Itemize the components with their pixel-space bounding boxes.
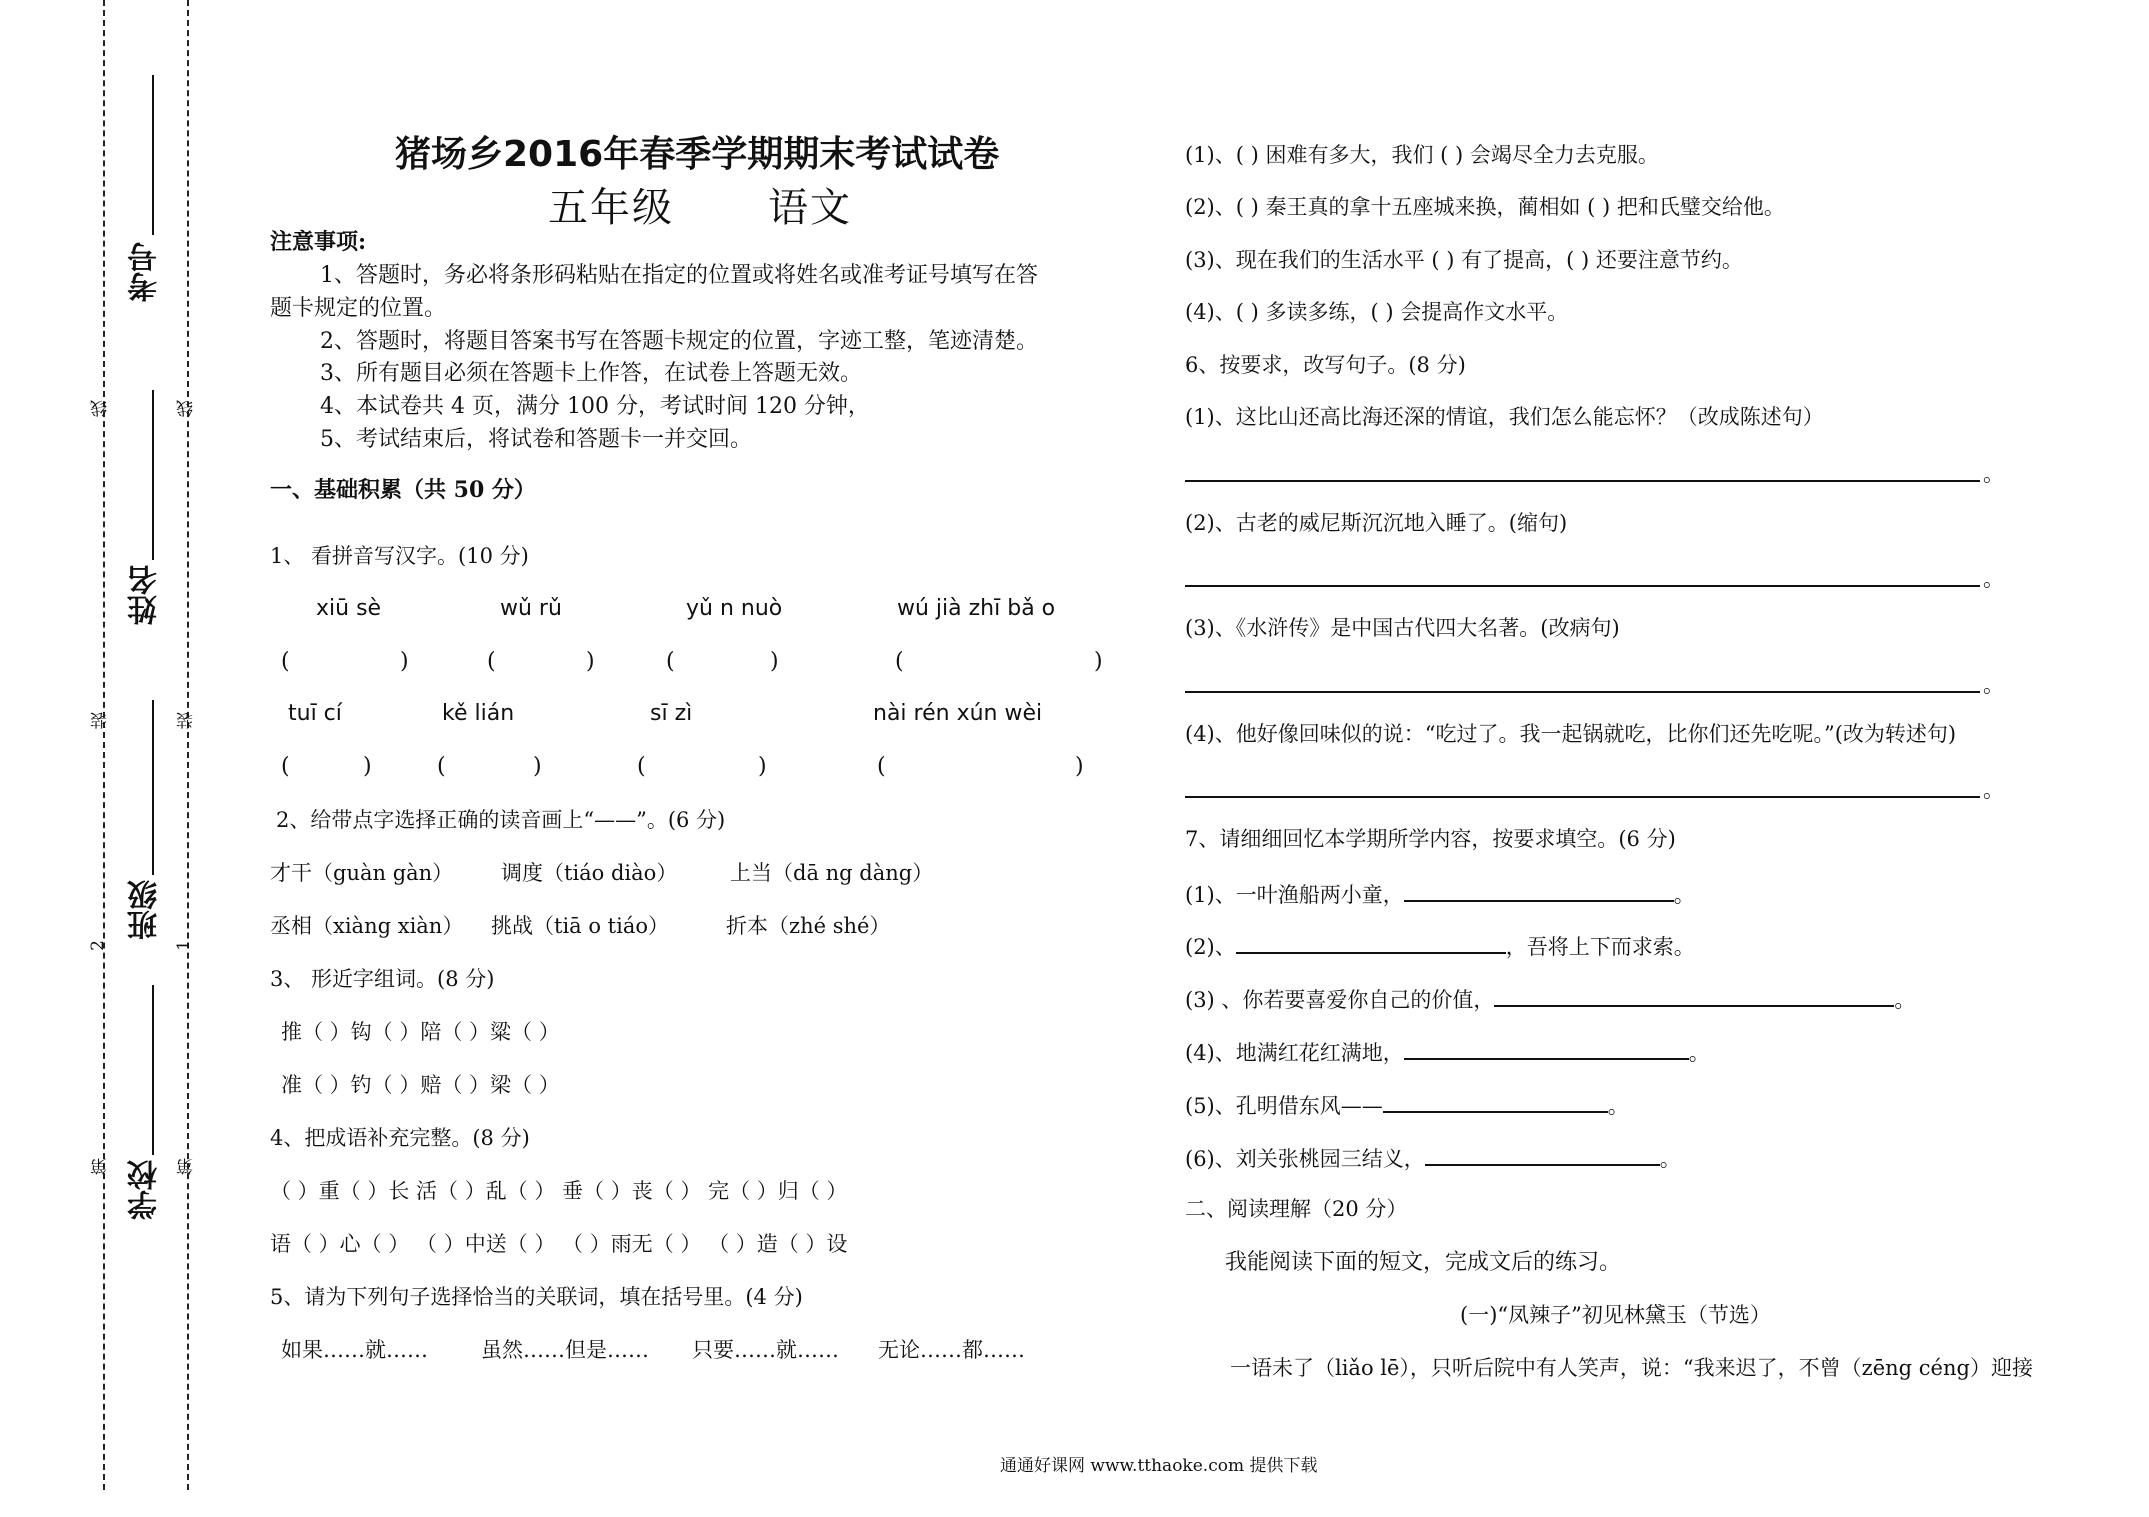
idiom-row: （ ）重（ ）长 活（ ）乱（ ） 垂（ ）丧（ ） 完（ ）归（ ）	[270, 1179, 848, 1203]
question-label: 1、 看拼音写汉字。(10 分)	[270, 544, 529, 568]
rewrite-item: (3)、《水浒传》是中国古代四大名著。(改病句)	[1185, 616, 1620, 640]
fill-blank-item	[1185, 1089, 1629, 1120]
conjunction-sentence: (1)、( ) 困难有多大，我们 ( ) 会竭尽全力去克服。	[1185, 143, 1659, 167]
exam-number-label: 考号	[128, 242, 163, 302]
fill-blank-prefix: (2)、	[1185, 935, 1236, 959]
fill-blank-line[interactable]	[1236, 930, 1506, 954]
outer-mark-zhuang: 装	[91, 712, 111, 729]
conjunction-sentence: (2)、( ) 秦王真的拿十五座城来换，蔺相如 ( ) 把和氏璧交给他。	[1185, 195, 1785, 219]
fill-blank-line[interactable]	[1494, 983, 1894, 1007]
rewrite-item: (2)、古老的威尼斯沉沉地入睡了。(缩句)	[1185, 511, 1568, 535]
outer-mark-2: 2	[88, 940, 108, 951]
pinyin-item: wǔ rǔ	[500, 596, 562, 621]
outer-mark-xian: 线	[91, 400, 111, 417]
answer-paren-open: (	[281, 754, 290, 779]
fill-blank-prefix: (6)、刘关张桃园三结义，	[1185, 1147, 1425, 1171]
answer-paren-close: )	[586, 649, 595, 674]
answer-line[interactable]	[1185, 691, 1980, 693]
answer-paren-close: )	[1075, 754, 1084, 779]
answer-paren-open: (	[877, 754, 886, 779]
answer-paren-close: )	[1094, 649, 1103, 674]
rewrite-item: (1)、这比山还高比海还深的情谊，我们怎么能忘怀？（改成陈述句）	[1185, 405, 1824, 429]
answer-line-end: 。	[1983, 462, 2004, 486]
name-label: 姓名	[128, 565, 163, 625]
pronunciation-item: 才干（guàn gàn）	[270, 861, 454, 885]
school-label: 学校	[128, 1160, 163, 1220]
inner-mark-1: 1	[174, 940, 194, 951]
reading-intro: 我能阅读下面的短文，完成文后的练习。	[1225, 1250, 1622, 1275]
pronunciation-item: 调度（tiáo diào）	[501, 861, 678, 885]
inner-mark-xian: 线	[177, 400, 197, 417]
question-label: 5、请为下列句子选择恰当的关联词，填在括号里。(4 分)	[270, 1285, 803, 1309]
fill-blank-item	[1185, 878, 1695, 909]
notice-item: 2、答题时，将题目答案书写在答题卡规定的位置，字迹工整，笔迹清楚。	[320, 329, 1038, 354]
section-heading: 二、阅读理解（20 分）	[1185, 1197, 1408, 1221]
inner-mark-di: 第	[177, 1158, 197, 1175]
pronunciation-item: 丞相（xiàng xiàn）	[270, 914, 464, 938]
fill-blank-prefix: (1)、一叶渔船两小童，	[1185, 883, 1404, 907]
fill-blank-suffix: ，吾将上下而求索。	[1505, 935, 1695, 959]
subject-label: 语文	[768, 185, 852, 231]
fill-blank-suffix: 。	[1673, 883, 1695, 907]
answer-line-end: 。	[1983, 673, 2004, 697]
answer-line-end: 。	[1983, 778, 2004, 802]
similar-char-row: 准（ ）钓（ ）赔（ ）梁（ ）	[281, 1073, 560, 1097]
fill-blank-line[interactable]	[1425, 1142, 1660, 1166]
fill-blank-suffix: 。	[1688, 1041, 1710, 1065]
conjunction-option: 只要……就……	[692, 1338, 839, 1362]
conjunction-sentence: (4)、( ) 多读多练，( ) 会提高作文水平。	[1185, 300, 1569, 324]
similar-char-row: 推（ ）钩（ ）陪（ ）粱（ ）	[281, 1020, 560, 1044]
answer-line[interactable]	[1185, 796, 1980, 798]
conjunction-sentence: (3)、现在我们的生活水平 ( ) 有了提高，( ) 还要注意节约。	[1185, 248, 1743, 272]
fill-blank-suffix: 。	[1659, 1147, 1681, 1171]
section-heading: 一、基础积累（共 50 分）	[270, 477, 536, 503]
pinyin-item: nài rén xún wèi	[873, 701, 1043, 726]
passage-title: (一)“凤辣子”初见林黛玉（节选）	[1460, 1303, 1771, 1327]
notice-item: 3、所有题目必须在答题卡上作答，在试卷上答题无效。	[320, 361, 862, 386]
answer-paren-open: (	[487, 649, 496, 674]
pinyin-item: yǔ n nuò	[686, 596, 783, 621]
pinyin-item: kě lián	[442, 701, 515, 726]
conjunction-option: 如果……就……	[281, 1338, 428, 1362]
notice-item: 题卡规定的位置。	[270, 296, 447, 321]
fill-blank-line[interactable]	[1383, 1089, 1608, 1113]
question-label: 4、把成语补充完整。(8 分)	[270, 1126, 530, 1150]
class-label: 班级	[128, 880, 163, 940]
conjunction-option: 虽然……但是……	[481, 1338, 649, 1362]
school-line	[152, 985, 154, 1155]
fill-blank-item	[1185, 1036, 1710, 1067]
footer-text: 通通好课网 www.tthaoke.com 提供下载	[1000, 1456, 1318, 1476]
question-label: 2、给带点字选择正确的读音画上“——”。(6 分)	[276, 808, 726, 832]
inner-mark-zhuang: 装	[177, 712, 197, 729]
conjunction-option: 无论……都……	[878, 1338, 1025, 1362]
pinyin-item: xiū sè	[316, 596, 382, 621]
answer-paren-open: (	[437, 754, 446, 779]
fill-blank-item	[1185, 983, 1915, 1014]
idiom-row: 语（ ）心（ ） （ ）中送（ ） （ ）雨无（ ） （ ）造（ ）设	[270, 1232, 848, 1256]
answer-paren-open: (	[666, 649, 675, 674]
fill-blank-suffix: 。	[1607, 1094, 1629, 1118]
pinyin-item: tuī cí	[288, 701, 342, 726]
pinyin-item: wú jià zhī bǎ o	[897, 596, 1056, 621]
passage-text: 一语未了（liǎo lē），只听后院中有人笑声，说：“我来迟了，不曾（zēng céng）迎接	[1230, 1356, 2033, 1380]
grade-label: 五年级	[548, 185, 674, 231]
notice-item: 5、考试结束后，将试卷和答题卡一并交回。	[320, 427, 752, 452]
pronunciation-item: 挑战（tiā o tiáo）	[491, 914, 669, 938]
answer-paren-close: )	[770, 649, 779, 674]
fill-blank-prefix: (3) 、你若要喜爱你自己的价值，	[1185, 988, 1495, 1012]
answer-paren-open: (	[281, 649, 290, 674]
fill-blank-prefix: (5)、孔明借东风——	[1185, 1094, 1383, 1118]
answer-line[interactable]	[1185, 480, 1980, 482]
notice-item: 4、本试卷共 4 页，满分 100 分，考试时间 120 分钟，	[320, 394, 870, 419]
outer-dashed-line	[103, 0, 105, 1490]
answer-paren-open: (	[895, 649, 904, 674]
fill-blank-line[interactable]	[1404, 878, 1674, 902]
answer-paren-open: (	[637, 754, 646, 779]
pronunciation-item: 上当（dā ng dàng）	[730, 861, 934, 885]
answer-paren-close: )	[363, 754, 372, 779]
fill-blank-item	[1185, 1142, 1681, 1173]
notice-item: 1、答题时，务必将条形码粘贴在指定的位置或将姓名或准考证号填写在答	[320, 263, 1038, 288]
outer-mark-di: 第	[91, 1158, 111, 1175]
answer-line[interactable]	[1185, 585, 1980, 587]
notice-heading: 注意事项:	[270, 229, 367, 255]
question-label: 3、 形近字组词。(8 分)	[270, 967, 495, 991]
fill-blank-prefix: (4)、地满红花红满地，	[1185, 1041, 1404, 1065]
question-label: 6、按要求，改写句子。(8 分)	[1185, 353, 1466, 377]
exam-title: 猪场乡2016年春季学期期末考试试卷	[395, 134, 1000, 175]
answer-paren-close: )	[533, 754, 542, 779]
fill-blank-suffix: 。	[1894, 988, 1916, 1012]
exam-number-line	[152, 75, 154, 235]
question-label: 7、请细细回忆本学期所学内容，按要求填空。(6 分)	[1185, 827, 1676, 851]
name-line	[152, 390, 154, 560]
pronunciation-item: 折本（zhé shé）	[726, 914, 891, 938]
rewrite-item: (4)、他好像回味似的说：“吃过了。我一起锅就吃，比你们还先吃呢。”(改为转述句)	[1185, 722, 1957, 746]
fill-blank-item	[1185, 930, 1695, 961]
fill-blank-line[interactable]	[1404, 1036, 1689, 1060]
answer-paren-close: )	[400, 649, 409, 674]
class-line	[152, 700, 154, 875]
inner-dashed-line	[187, 0, 189, 1490]
pinyin-item: sī zì	[650, 701, 693, 726]
answer-line-end: 。	[1983, 567, 2004, 591]
answer-paren-close: )	[758, 754, 767, 779]
